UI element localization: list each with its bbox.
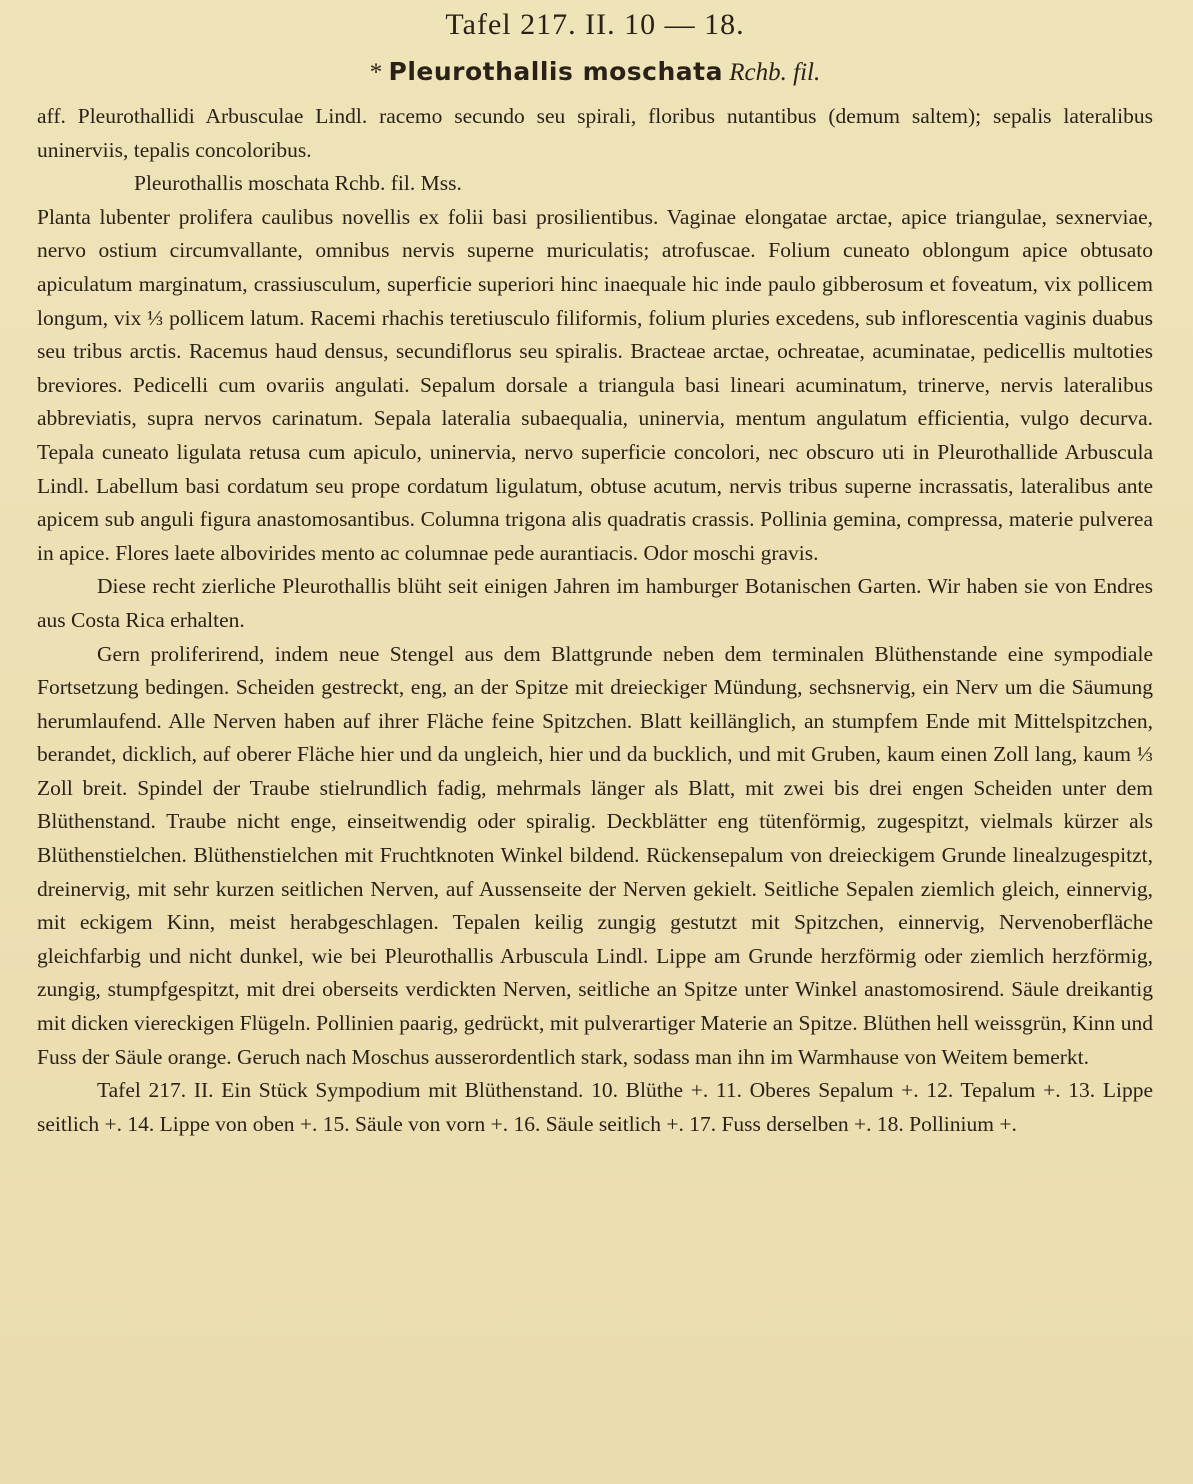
plate-legend: Tafel 217. II. Ein Stück Sympodium mit Blüthenstand. 10. Blüthe +. 11. Oberes Sepalum +. 12. Tepalum +. 13. Lippe seitlich +. 14. Lippe von oben +. 15. Säule von vorn +. 16. Säule seitlich +. 17. Fuss derselben +. 18. Pollinium +.	[37, 1078, 1153, 1136]
article-body	[37, 100, 1153, 1141]
latin-description: Planta lubenter prolifera caulibus novellis ex folii basi prosilientibus. Vaginae elongatae arctae, apice triangulae, sexnerviae, nervo ostium circumvallante, omnibus nervis superne muriculatis; atrofuscae. Folium cuneato oblongum apice obtusato apiculatum marginatum, crassiusculum, superficie superiori hinc inaequale hic inde paulo gibberosum et foveatum, vix pollicem longum, vix ⅓ pollicem latum. Racemi rhachis teretiusculo filiformis, folium pluries excedens, sub inflorescentia vaginis duabus seu tribus arctis. Racemus haud densus, secundiflorus seu spiralis. Bracteae arctae, ochreatae, acuminatae, pedicellis multoties breviores. Pedicelli cum ovariis angulati. Sepalum dorsale a triangula basi lineari acuminatum, trinerve, nervis lateralibus abbreviatis, supra nervos carinatum. Sepala lateralia subaequalia, uninervia, mentum angulatum efficientia, vulgo decurva. Tepala cuneato ligulata retusa cum apiculo, uninervia, nervo superficie concolori, nec obscuro uti in Pleurothallide Arbuscula Lindl. Labellum basi cordatum seu prope cordatum ligulatum, obtuse acutum, nervis tribus superne incrassatis, lateralibus ante apicem sub anguli figura anastomosantibus. Columna trigona alis quadratis crassis. Pollinia gemina, compressa, materie pulverea in apice. Flores laete albovirides mento ac columnae pede aurantiacis. Odor moschi gravis.	[37, 204, 1153, 565]
plate-header: Tafel 217. II. 10 — 18.	[445, 8, 745, 41]
latin-diagnosis: aff. Pleurothallidi Arbusculae Lindl. racemo secundo seu spirali, floribus nutantibus (demum saltem); sepalis lateralibus uninerviis, tepalis concoloribus.	[37, 104, 1153, 162]
species-name: Pleurothallis moschata	[388, 57, 723, 86]
german-intro: Diese recht zierliche Pleurothallis blüht seit einigen Jahren im hamburger Botanischen Garten. Wir haben sie von Endres aus Costa Rica erhalten.	[37, 574, 1153, 632]
synonym-line: Pleurothallis moschata Rchb. fil. Mss.	[134, 171, 462, 196]
species-author: Rchb. fil.	[729, 59, 821, 86]
species-title	[37, 50, 1153, 100]
title-star: *	[369, 59, 383, 86]
german-description: Gern proliferirend, indem neue Stengel aus dem Blattgrunde neben dem terminalen Blüthenstande eine sympodiale Fortsetzung bedingen. Scheiden gestreckt, eng, an der Spitze mit dreieckiger Mündung, sechsnervig, ein Nerv um die Säumung herumlaufend. Alle Nerven haben auf ihrer Fläche feine Spitzchen. Blatt keillänglich, an stumpfem Ende mit Mittelspitzchen, berandet, dicklich, auf oberer Fläche hier und da ungleich, hier und da bucklich, und mit Gruben, kaum einen Zoll lang, kaum ⅓ Zoll breit. Spindel der Traube stielrundlich fadig, mehrmals länger als Blatt, mit zwei bis drei engen Scheiden unter dem Blüthenstand. Traube nicht enge, einseitwendig oder spiralig. Deckblätter eng tütenförmig, zugespitzt, vielmals kürzer als Blüthenstielchen. Blüthenstielchen mit Fruchtknoten Winkel bildend. Rückensepalum von dreieckigem Grunde linealzugespitzt, dreinervig, mit sehr kurzen seitlichen Nerven, auf Aussenseite der Nerven gekielt. Seitliche Sepalen ziemlich gleich, einnervig, mit eckigem Kinn, meist herabgeschlagen. Tepalen keilig zungig gestutzt mit Spitzchen, einnervig, Nervenoberfläche gleichfarbig und nicht dunkel, wie bei Pleurothallis Arbuscula Lindl. Lippe am Grunde herzförmig oder ziemlich herzförmig, zungig, stumpfgespitzt, mit drei oberseits verdickten Nerven, seitliche an Spitze unter Winkel anastomosirend. Säule dreikantig mit dicken viereckigen Flügeln. Pollinien paarig, gedrückt, mit pulverartiger Materie an Spitze. Blüthen hell weissgrün, Kinn und Fuss der Säule orange. Geruch nach Moschus ausserordentlich stark, sodass man ihn im Warmhause von Weitem bemerkt.	[37, 641, 1153, 1069]
